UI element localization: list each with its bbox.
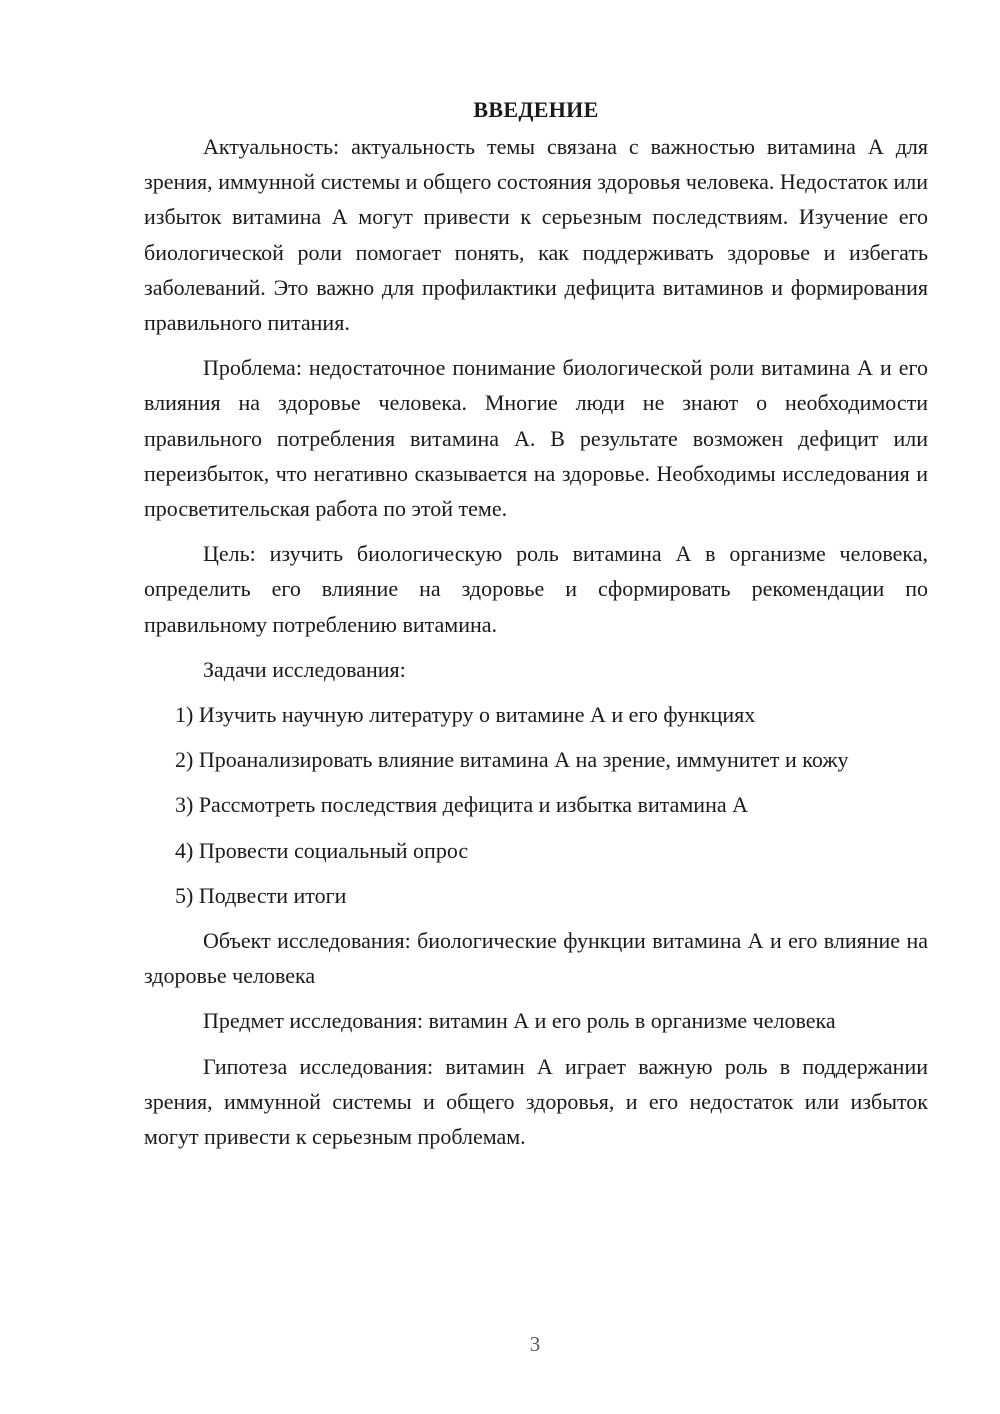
- task-item-5: 5) Подвести итоги: [175, 882, 347, 908]
- paragraph-hypothesis: Гипотеза исследования: витамин А играет важную роль в поддержании зрения, иммунной системы и общего здоровья, и его недостаток или избыток могут привести к серьезным проблемам.: [144, 1053, 928, 1150]
- paragraph-subject: Предмет исследования: витамин А и его роль в организме человека: [203, 1008, 836, 1034]
- task-item-1: 1) Изучить научную литературу о витамине А и его функциях: [175, 702, 756, 728]
- paragraph-problem: Проблема: недостаточное понимание биологической роли витамина А и его влияния на здоровье человека. Многие люди не знают о необходимости правильного потребления витамина А. В результате возможен дефицит или переизбыток, что негативно сказывается на здоровье. Необходимы исследования и просветительская работа по этой теме.: [144, 355, 928, 522]
- paragraph-relevance: Актуальность: актуальность темы связана с важностью витамина А для зрения, иммунной системы и общего состояния здоровья человека. Недостаток или избыток витамина А могут привести к серьезным последствиям. Изучение его биологической роли помогает понять, как поддерживать здоровье и избегать заболеваний. Это важно для профилактики дефицита витаминов и формирования правильного питания.: [144, 134, 928, 336]
- tasks-heading: Задачи исследования:: [203, 656, 406, 682]
- paragraph-goal: Цель: изучить биологическую роль витамина А в организме человека, определить его влияние на здоровье и сформировать рекомендации по правильному потреблению витамина.: [144, 541, 928, 637]
- task-item-3: 3) Рассмотреть последствия дефицита и избытка витамина А: [175, 792, 748, 818]
- section-title: ВВЕДЕНИЕ: [473, 97, 599, 122]
- page-number: 3: [529, 1332, 541, 1356]
- task-item-4: 4) Провести социальный опрос: [175, 837, 469, 863]
- paragraph-object: Объект исследования: биологические функции витамина А и его влияние на здоровье человека: [144, 928, 928, 989]
- document-page: [144, 92, 928, 1164]
- task-item-2: 2) Проанализировать влияние витамина А на зрение, иммунитет и кожу: [175, 747, 849, 773]
